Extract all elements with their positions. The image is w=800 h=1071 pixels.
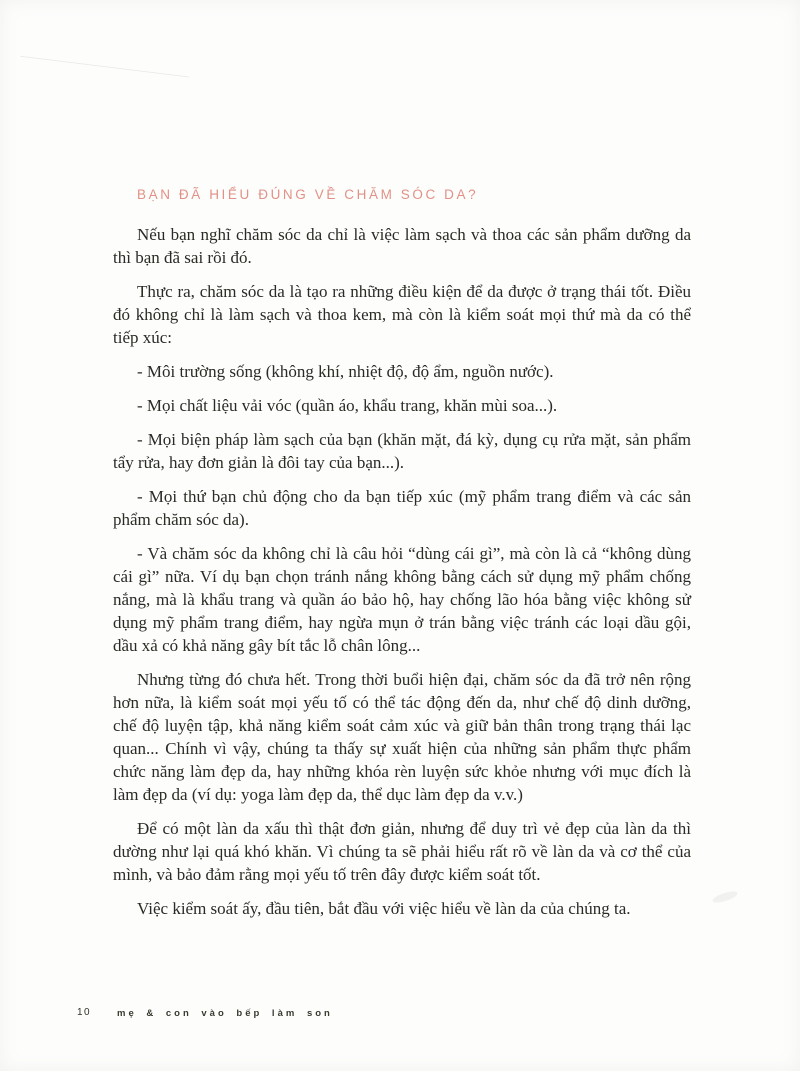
page-footer [0, 1005, 800, 1025]
section-heading: BẠN ĐÃ HIỂU ĐÚNG VỀ CHĂM SÓC DA? [137, 187, 479, 202]
page-number: 10 [77, 1007, 92, 1018]
bullet-item: - Và chăm sóc da không chỉ là câu hỏi “dùng cái gì”, mà còn là cả “không dùng cái gì” nữa. Ví dụ bạn chọn tránh nắng không bằng cách sử dụng mỹ phẩm chống nắng, mà là khẩu trang và quần áo bảo hộ, hay chống lão hóa bằng việc không sử dụng mỹ phẩm trang điểm, hay ngừa mụn ở trán bằng việc tránh các loại dầu gội, dầu xả có khả năng gây bít tắc lỗ chân lông... [113, 544, 691, 655]
body-paragraph: Thực ra, chăm sóc da là tạo ra những điều kiện để da được ở trạng thái tốt. Điều đó không chỉ là làm sạch và thoa kem, mà còn là kiểm soát mọi thứ mà da có thể tiếp xúc: [113, 282, 691, 347]
bullet-item: - Mọi thứ bạn chủ động cho da bạn tiếp xúc (mỹ phẩm trang điểm và các sản phẩm chăm sóc da). [113, 487, 691, 529]
body-paragraph: Việc kiểm soát ấy, đầu tiên, bắt đầu với việc hiểu về làn da của chúng ta. [137, 899, 631, 918]
body-paragraph: Nếu bạn nghĩ chăm sóc da chỉ là việc làm sạch và thoa các sản phẩm dưỡng da thì bạn đã sai rồi đó. [113, 225, 691, 267]
bullet-item: - Môi trường sống (không khí, nhiệt độ, độ ẩm, nguồn nước). [137, 362, 554, 381]
running-title: mẹ & con vào bếp làm son [117, 1008, 333, 1019]
bullet-item: - Mọi chất liệu vải vóc (quần áo, khẩu trang, khăn mùi soa...). [137, 396, 558, 415]
body-paragraph: Nhưng từng đó chưa hết. Trong thời buổi hiện đại, chăm sóc da đã trở nên rộng hơn nữa, là kiểm soát mọi yếu tố có thể tác động đến da, như chế độ dinh dưỡng, chế độ luyện tập, khả năng kiểm soát cảm xúc và giữ bản thân trong trạng thái lạc quan... Chính vì vậy, chúng ta thấy sự xuất hiện của những sản phẩm thực phẩm chức năng làm đẹp da, hay những khóa rèn luyện sức khỏe nhưng với mục đích là làm đẹp da (ví dụ: yoga làm đẹp da, thể dục làm đẹp da v.v.) [113, 670, 691, 804]
bullet-item: - Mọi biện pháp làm sạch của bạn (khăn mặt, đá kỳ, dụng cụ rửa mặt, sản phẩm tẩy rửa, hay đơn giản là đôi tay của bạn...). [113, 430, 691, 472]
body-text-block [113, 223, 691, 931]
body-paragraph: Để có một làn da xấu thì thật đơn giản, nhưng để duy trì vẻ đẹp của làn da thì dường như lại quá khó khăn. Vì chúng ta sẽ phải hiểu rất rõ về làn da và cơ thể của mình, và bảo đảm rằng mọi yếu tố trên đây được kiểm soát tốt. [113, 819, 691, 884]
scan-smudge-artifact [711, 889, 738, 905]
scan-crease-artifact [17, 56, 189, 104]
